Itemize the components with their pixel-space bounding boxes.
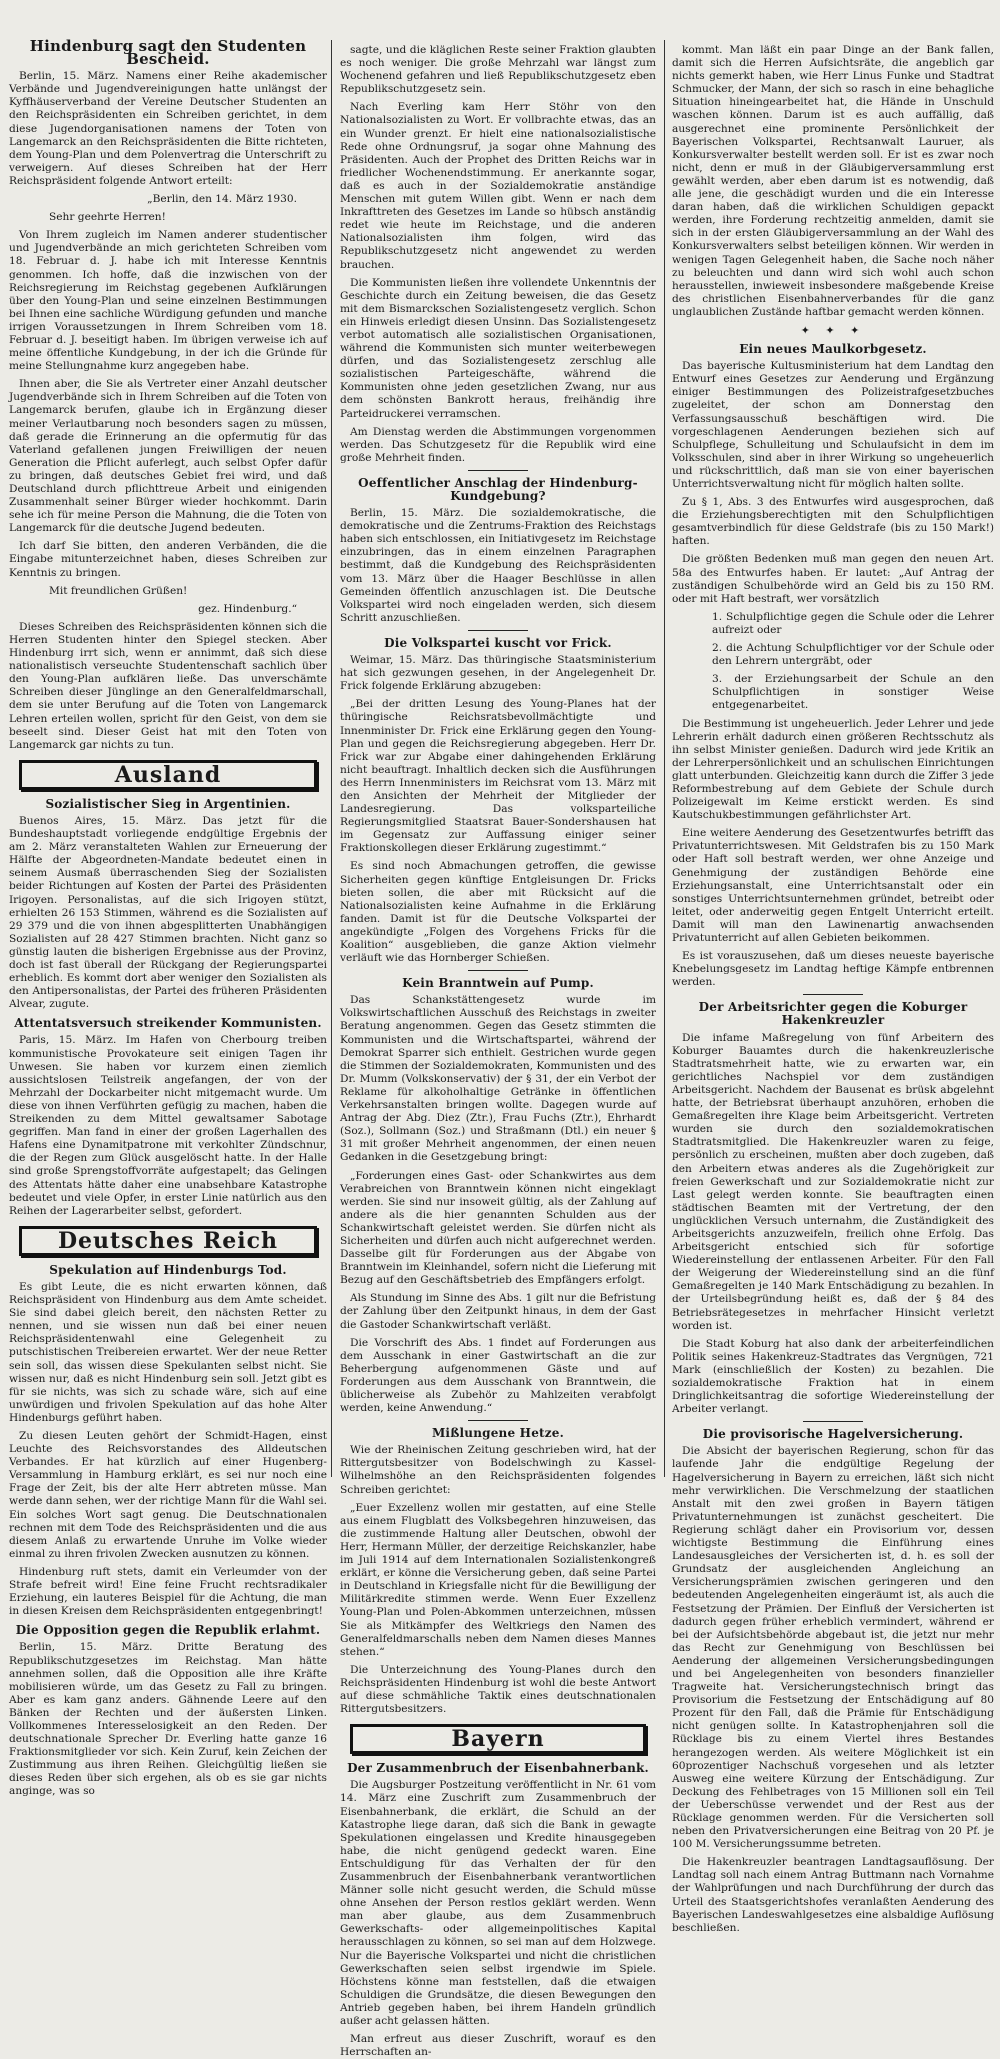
letter-salutation: Sehr geehrte Herren! <box>49 211 166 224</box>
article-paragraph: Von Ihrem zugleich im Namen anderer studentischer und Jugendverbände an mich gerichteten Schreiben vom 18. Februar d. J. habe ich mit Interesse Kenntnis genommen. Ich hoffe, daß die inzwischen von der Reichsregierung im Reichstag gegebenen Aufklärungen über den Young-Plan und seine einzelnen Bestimmungen bei Ihnen eine sachliche Würdigung gefunden und manche irrigen Voraussetzungen in Ihrem Schreiben vom 18. Februar d. J. beseitigt haben. Im übrigen verweise ich auf meine öffentliche Kundgebung, in der ich die Gründe für meine Stellungnahme kurz angegeben habe. <box>9 229 327 373</box>
article-paragraph: Zu § 1, Abs. 3 des Entwurfes wird ausgesprochen, daß die Erziehungsberechtigten mit den Schulpflichtigen gesamtverbindlich für diese Geldstrafe (bis zu 150 Mark!) haften. <box>672 496 994 548</box>
article-paragraph: Weimar, 15. März. Das thüringische Staatsministerium hat sich gezwungen gesehen, in der Angelegenheit Dr. Frick folgende Erklärung abzugeben: <box>340 654 656 693</box>
article-paragraph: Paris, 15. März. Im Hafen von Cherbourg treiben kommunistische Provokateure seit einigen Tagen ihr Unwesen. Sie haben vor kurzem einen ziemlich aussichtslosen Teilstreik angefangen, der von der Mehrzahl der Dockarbeiter nicht mitgemacht wurde. Um diese von ihnen Verführten gefügig zu machen, haben die Streikenden zu dem Mittel gewaltsamer Sabotage gegriffen. Man fand in einer der großen Lagerhallen des Hafens eine Dynamitpatrone mit verkohlter Zündschnur, die der Regen zum Glück ausgelöscht hatte. In der Halle sind große Sprengstoffvorräte aufgestapelt; das Gelingen des Attentats hätte daher eine unabsehbare Katastrophe bedeutet und viele Opfer, in erster Linie natürlich aus den Reihen der Lagerarbeiter selbst, gefordert. <box>9 1034 327 1217</box>
headline-attentat: Attentatsversuch streikender Kommunisten. <box>14 1016 322 1031</box>
article-paragraph: Berlin, 15. März. Namens einer Reihe akademischer Verbände und Jugendvereinigungen hatte unlängst der Kyffhäuserverband der Vereine Deutscher Studenten an den Reichspräsidenten ein Schreiben gerichtet, in dem diese Jugendorganisationen namens der Toten von Langemarck an den Reichspräsidenten die Bitte richteten, dem Young-Plan und dem Polenvertrag die Unterschrift zu verweigern. Auf dieses Schreiben hat der Herr Reichspräsident folgende Antwort erteilt: <box>9 70 327 187</box>
headline-maulkorb: Ein neues Maulkorbgesetz. <box>739 342 927 357</box>
article-paragraph: Wie der Rheinischen Zeitung geschrieben wird, hat der Rittergutsbesitzer von Bodelschwingh zu Kassel-Wilhelmshöhe an den Reichspräsidenten folgendes Schreiben gerichtet: <box>340 1444 656 1496</box>
column-2 <box>340 44 656 2059</box>
headline-hindenburg: Hindenburg sagt den Studenten Bescheid. <box>29 37 307 69</box>
article-paragraph: Berlin, 15. März. Dritte Beratung des Republikschutzgesetzes im Reichstag. Man hätte annehmen sollen, daß die Opposition alle ihre Kräfte mobilisieren würde, um das Gesetz zu Fall zu bringen. Aber es kam ganz anders. Gähnende Leere auf den Bänken der Rechten und der äußersten Linken. Vollkommenes Interesselosigkeit an den Reden. Der deutschnationale Sprecher Dr. Everling hatte ganze 16 Fraktionsmitglieder vor sich. Kein Zuruf, kein Zeichen der Zustimmung aus ihren Reihen. Gleichgültig ließen sie dieses Reden über sich ergehen, als ob es sie gar nichts anginge, was so <box>9 1641 327 1798</box>
article-paragraph: Die Stadt Koburg hat also dank der arbeiterfeindlichen Politik seines Hakenkreuz-Stadtrates das Vergnügen, 721 Mark (einschließlich der Kosten) zu bezahlen. Die sozialdemokratische Fraktion hat in einem Dringlichkeitsantrag die sofortige Wiedereinstellung der Arbeiter verlangt. <box>672 1337 994 1416</box>
article-paragraph: Ihnen aber, die Sie als Vertreter einer Anzahl deutscher Jugendverbände sich in Ihrem Schreiben auf die Toten von Langemarck berufen, glaube ich in Ergänzung dieser meiner Verlautbarung noch besonders sagen zu müssen, daß gerade die Erinnerung an die opfermutig für das Vaterland gefallenen jungen Freiwilligen der neuen Generation die Pflicht auferlegt, auch selbst Opfer dafür zu bringen, daß deutsches Gebiet frei wird, und daß Deutschland durch pflichttreue Arbeit und einigenden Zusammenhalt seiner Bürger wieder hochkommt. Darin sehe ich für meine Person die Mahnung, die die Toten von Langemarck für die deutsche Jugend bedeuten. <box>9 378 327 535</box>
divider <box>468 970 528 971</box>
article-paragraph: Nach Everling kam Herr Stöhr von den Nationalsozialisten zu Wort. Er vollbrachte etwas, das an ein Wunder grenzt. Er hielt eine nationalsozialistische Rede ohne Ordnungsruf, ja sogar ohne Mahnung des Präsidenten. Auch der Prophet des Dritten Reichs war in friedlicher Wochenendstimmung. Er anerkannte sogar, daß es auch in der Sozialdemokratie anständige Menschen mit gutem Willen gibt. Wenn er nach dem Inkrafttreten des Gesetzes im Lande so hübsch anständig redet wie heute im Reichstage, und die anderen Nationalsozialisten ihm folgen, wird das Republikschutzgesetz nicht angewendet zu werden brauchen. <box>340 101 656 271</box>
article-paragraph: Hindenburg ruft stets, damit ein Verleumder von der Strafe befreit wird! Eine feine Frucht rechtsradikaler Erziehung, ein lauteres Beispiel für die Achtung, die man in diesen Kreisen dem Reichspräsidenten entgegenbringt! <box>9 1565 327 1618</box>
article-paragraph: Es sind noch Abmachungen getroffen, die gewisse Sicherheiten gegen künftige Entgleisungen Dr. Fricks bieten sollen, die aber mit Rücksicht auf die Nationalsozialisten keine Aufnahme in die Erklärung fanden. Damit ist für die Deutsche Volkspartei der angekündigte „Folgen des Vorgehens Fricks für die Koalition“ ausgeblieben, die ganze Aktion vielmehr verläuft wie das Hornberger Schießen. <box>340 860 656 965</box>
article-paragraph: Als Stundung im Sinne des Abs. 1 gilt nur die Befristung der Zahlung über den Zeitpunkt hinaus, in dem der Gast die Gastoder Schankwirtschaft verläßt. <box>340 1292 656 1331</box>
list-item: 2. die Achtung Schulpflichtiger vor der Schule oder den Lehrern untergräbt, oder <box>712 642 994 668</box>
column-3 <box>672 44 994 1934</box>
letter-signature: gez. Hindenburg.“ <box>198 602 297 615</box>
headline-hagel: Die provisorische Hagelversicherung. <box>702 1427 964 1442</box>
headline-eisenbahnerbank: Der Zusammenbruch der Eisenbahnerbank. <box>347 1761 649 1776</box>
divider <box>803 994 863 995</box>
article-paragraph: kommt. Man läßt ein paar Dinge an der Bank fallen, damit sich die Herren Aufsichtsräte, die angeblich gar nichts gemerkt haben, wie Herr Linus Funke und Stadtrat Schmucker, der Mann, der sich so rasch in eine behagliche Situation hineingearbeitet hat, die Hände in Unschuld waschen können. Darum ist es auch auffällig, daß ausgerechnet eine prominente Persönlichkeit der Bayerischen Volkspartei, Rechtsanwalt Lauruer, als Konkursverwalter bestellt werden soll. Er ist es zwar noch nicht, denn er muß in der Gläubigerversammlung erst gewählt werden, aber eben darum ist es notwendig, daß alle jene, die geschädigt wurden und die ein Interesse daran haben, daß die wirklichen Schuldigen gepackt werden, ihre Forderung rechtzeitig anmelden, damit sie sich in der ersten Gläubigerversammlung an der Wahl des Konkursverwalters selbst beteiligen können. Wir werden in wenigen Tagen Gelegenheit haben, die Sache noch näher zu beleuchten und dann wird sich wohl auch schon herausstellen, inwieweit insbesondere maßgebende Kreise des christlichen Eisenbahnerverbandes für die ganz unglaublichen Zustände haftbar gemacht werden können. <box>672 44 994 318</box>
headline-volkspartei: Die Volkspartei kuscht vor Frick. <box>384 635 612 650</box>
column-rule <box>331 40 332 1477</box>
article-paragraph: Die Absicht der bayerischen Regierung, schon für das laufende Jahr die endgültige Regelung der Hagelversicherung in Bayern zu erreichen, läßt sich nicht mehr verwirklichen. Die Verschmelzung der staatlichen Anstalt mit den zwei großen in Bayern tätigen Privatunternehmungen ist zunächst gescheitert. Die Regierung schlägt daher ein Provisorium vor, dessen wichtigste Bestimmung die Einführung eines Landesausgleiches der Versicherten ist, d. h. es soll der Grundsatz der ausgleichenden Angleichung an Versicherungsprämien zwischen geringeren und den bedeutenden Angelegenheiten eingeräumt ist, als auch die Festsetzung der Prämien. Der Einfluß der Versicherten ist dadurch gegen früher erheblich vermindert, während er bei der Aufsichtsbehörde abgebaut ist, die jetzt nur mehr das Recht zur Genehmigung von Beschlüssen bei Aenderung der allgemeinen Versicherungsbedingungen und bei Angelegenheiten von besonders finanzieller Tragweite hat. Versicherungstechnisch bringt das Provisorium die Festsetzung der Entschädigung auf 80 Prozent für den Fall, daß die Prämie für Entschädigung nicht genügen sollte. In Katastrophenjahren soll die Rücklage bis zu einem Viertel ihres Bestandes herangezogen werden. Als weitere Möglichkeit ist ein 60prozentiger Nachschuß vorgesehen und als letzter Ausweg eine weitere Kürzung der Entschädigung. Zur Deckung des Fehlbetrages von 15 Millionen soll ein Teil der Ueberschüsse verwendet und der Rest aus der Rücklage genommen werden. Für die Versicherten soll neben den Privatversicherungen eine Beitrag von 20 Pf. je 100 M. Versicherungssumme betreten. <box>672 1445 994 1851</box>
list-item: 3. der Erziehungsarbeit der Schule an den Schulpflichtigen in sonstiger Weise entgegenarbeitet. <box>712 673 994 712</box>
headline-opposition: Die Opposition gegen die Republik erlahmt. <box>15 1623 321 1638</box>
column-1 <box>9 37 327 1798</box>
article-paragraph: Am Dienstag werden die Abstimmungen vorgenommen werden. Das Schutzgesetz für die Republik wird eine große Mehrheit finden. <box>340 425 656 464</box>
letter-closing: Mit freundlichen Grüßen! <box>49 584 188 597</box>
article-paragraph: sagte, und die kläglichen Reste seiner Fraktion glaubten es noch weniger. Die große Mehrzahl war längst zum Wochenend gefahren und ließ Republikschutzgesetz eben Republikschutzgesetz sein. <box>340 44 656 96</box>
headline-argentinien: Sozialistischer Sieg in Argentinien. <box>45 796 291 811</box>
headline-koburg: Der Arbeitsrichter gegen die Koburger Hakenkreuzler <box>698 1000 968 1028</box>
article-paragraph: Die infame Maßregelung von fünf Arbeitern des Koburger Bauamtes durch die hakenkreuzlerische Stadtratsmehrheit hatte, wie zu erwarten war, ein gerichtliches Nachspiel vor dem zuständigen Arbeitsgericht. Nachdem der Bausenat es brüsk abgelehnt hatte, der Betriebsrat überhaupt anzuhören, erhoben die Gemaßregelten ihre Klage beim Arbeitsgericht. Vertreten wurden sie durch den sozialdemokratischen Stadtratsmitglied. Die Hakenkreuzler waren zu feige, persönlich zu erscheinen, mußten aber doch zugeben, daß den Arbeitern etwas anderes als die Zugehörigkeit zur freien Gewerkschaft und zur Sozialdemokratie nicht zur Last gelegt werden konnte. Sie beauftragten einen städtischen Beamten mit der Vertretung, der den unglücklichen Versuch unternahm, die Zuständigkeit des Arbeitsgerichts anzuzweifeln, freilich ohne Erfolg. Das Arbeitsgericht entschied sich für sofortige Wiedereinstellung der entlassenen Arbeiter. Für den Fall der Weigerung der Wiedereinstellung sind an die fünf Gemaßregelten je 140 Mark Entschädigung zu bezahlen. In der Urteilsbegründung heißt es, daß der § 84 des Betriebsrätegesetzes in mehrfacher Hinsicht verletzt worden ist. <box>672 1031 994 1332</box>
article-paragraph: „Bei der dritten Lesung des Young-Planes hat der thüringische Reichsratsbevollmächtigte und Innenminister Dr. Frick eine Erklärung gegen den Young-Plan und gegen die Reichsregierung abgegeben. Herr Dr. Frick war zur Abgabe einer dahingehenden Erklärung nicht beauftragt. Inhaltlich decken sich die Ausführungen des Herrn Innenministers im Reichsrat vom 13. März mit den Ansichten der Mehrheit der Mitglieder der Landesregierung. Das volksparteiliche Regierungsmitglied Staatsrat Bauer-Sondershausen hat im Gegensatz zur Auffassung einiger seiner Fraktionskollegen dieser Erklärung zugestimmt.“ <box>340 698 656 855</box>
divider <box>803 1421 863 1422</box>
article-paragraph: Das bayerische Kultusministerium hat dem Landtag den Entwurf eines Gesetzes zur Aenderung und Ergänzung einiger Bestimmungen des Polizeistrafgesetzbuches zugeleitet, der schon am Donnerstag den Verfassungsausschuß beschäftigen wird. Die vorgeschlagenen Aenderungen beziehen sich auf Schulpflege, Schulleitung und Schulaufsicht in dem im Volksschulen, sind aber in ihrer Wirkung so ungeheuerlich und rückschrittlich, daß man sie von einer bayerischen Unterrichtsverwaltung nicht für möglich halten sollte. <box>672 360 994 490</box>
divider <box>468 630 528 631</box>
article-paragraph: Die größten Bedenken muß man gegen den neuen Art. 58a des Entwurfes haben. Er lautet: „Auf Antrag der zuständigen Schulbehörde wird an Geld bis zu 150 RM. oder mit Haft bestraft, wer vorsätzlich <box>672 553 994 605</box>
article-paragraph: Die Bestimmung ist ungeheuerlich. Jeder Lehrer und jede Lehrerin erhält dadurch einen größeren Rechtsschutz als ihn selbst Minister genießen. Dadurch wird jede Kritik an der Lehrerpersönlichkeit und an schulischen Einrichtungen glatt unterbunden. Gleichzeitig kann durch die Ziffer 3 jede Reformbestrebung auf dem Gebiete der Schule durch Polizeigewalt im Keime erstickt werden. Es sind Kautschukbestimmungen gefährlichster Art. <box>672 717 994 822</box>
article-paragraph: Berlin, 15. März. Die sozialdemokratische, die demokratische und die Zentrums-Fraktion des Reichstags haben sich entschlossen, ein Initiativgesetz im Reichstage einzubringen, das in einem einzelnen Paragraphen bestimmt, daß die Kundgebung des Reichspräsidenten vom 13. März über die Haager Beschlüsse in allen Gemeinden öffentlich anzuschlagen ist. Die Deutsche Volkspartei wird noch eingeladen werden, sich diesem Schritt anzuschließen. <box>340 507 656 624</box>
article-paragraph: Man erfreut aus dieser Zuschrift, worauf es den Herrschaften an- <box>340 2033 656 2059</box>
article-paragraph: Zu diesen Leuten gehört der Schmidt-Hagen, einst Leuchte des Reichsvorstandes des Alldeutschen Verbandes. Er hat kürzlich auf einer Hugenberg-Versammlung in Hamburg erklärt, es sei nur noch eine Frage der Zeit, bis der alte Herr abtreten müsse. Man werde dann sehen, wer der richtige Mann für die Wahl sei. Ein solches Wort sagt genug. Die Deutschnationalen rechnen mit dem Tode des Reichspräsidenten und die aus diesem Anlaß zu erwartende Unruhe im Volke wieder einmal zu ihren frivolen Zwecken ausnutzen zu können. <box>9 1430 327 1560</box>
article-paragraph: Die Kommunisten ließen ihre vollendete Unkenntnis der Geschichte durch ein Zeitung beweisen, die das Gesetz mit dem Bismarckschen Sozialistengesetz verglich. Schon ein Hinweis erledigt diesen Unsinn. Das Sozialistengesetz verbot automatisch alle sozialistischen Organisationen, während die Kommunisten sich munter weiterbewegen dürfen, und das Sozialistengesetz zerschlug alle sozialistischen Parteigeschäfte, während die Kommunisten ohne jeden gesetzlichen Zwang, nur aus dem schönsten Bankrott heraus, freihändig ihre Parteidruckerei verramschen. <box>340 276 656 420</box>
article-paragraph: Die Unterzeichnung des Young-Planes durch den Reichspräsidenten Hindenburg ist wohl die beste Antwort auf diese schmähliche Taktik eines deutschnationalen Rittergutsbesitzers. <box>340 1663 656 1716</box>
headline-branntwein: Kein Branntwein auf Pump. <box>402 976 594 991</box>
article-paragraph: „Forderungen eines Gast- oder Schankwirtes aus dem Verabreichen von Branntwein können nicht eingeklagt werden. Sie sind nur insoweit gültig, als der Zahlung auf andere als die hier genannten Schulden aus der Schankwirtschaft geleistet werden. Sie dürfen nicht als Sicherheiten und dürfen auch nicht aufgerechnet werden. Dasselbe gilt für Forderungen aus der Abgabe von Branntwein im Kleinhandel, sofern nicht die Lieferung mit Bezug auf den Geschäftsbetrieb des Empfängers erfolgt. <box>340 1169 656 1287</box>
article-paragraph: Es gibt Leute, die es nicht erwarten können, daß Reichspräsident von Hindenburg aus dem Amte scheidet. Sie sind dabei gleich bereit, den nächsten Retter zu nennen, und sie wissen nun daß bei einer neuen Reichspräsidentenwahl eine Gelegenheit zu putschistischen Treibereien erwartet. Wer der neue Retter sein soll, das wissen diese Spekulanten selbst nicht. Sie wissen nur, daß es nicht Hindenburg sein soll. Jetzt gibt es für sie nichts, was sich zu schade wäre, sich auf eine unwürdigen und frivolen Spekulation auf das hohe Alter Hindenburgs geführt haben. <box>9 1280 327 1424</box>
article-paragraph: „Euer Exzellenz wollen mir gestatten, auf eine Stelle aus einem Flugblatt des Volksbegehren hinzuweisen, das die zustimmende Haltung aller Deutschen, obwohl der Herr, Hermann Müller, der derzeitige Reichskanzler, habe im Juli 1914 auf dem Internationalen Sozialistenkongreß erklärt, er könne die Versicherung geben, daß seine Partei in Deutschland in Kriegsfalle nicht für die Bewilligung der Militärkredite stimmen werde. Wenn Euer Exzellenz Young-Plan und Polen-Abkommen unterzeichnen, müssen Sie als Mitkämpfer des Weltkriegs den Namen des Generalfeldmarschalls neben dem Namen dieses Mannes stehen.“ <box>340 1501 656 1658</box>
article-paragraph: Dieses Schreiben des Reichspräsidenten können sich die Herren Studenten hinter den Spiegel stecken. Aber Hindenburg irrt sich, wenn er annimmt, daß sich diese nationalistisch verseuchte Studentenschaft sachlich über den Young-Plan aufklären ließe. Das unverschämte Schreiben dieser Jünglinge an den Generalfeldmarschall, dem sie unter Berufung auf die Toten von Langemarck Lehren erteilen wollen, spricht für den Geist, von dem sie beseelt sind. Dieser Geist hat mit den Toten von Langemarck gar nichts zu tun. <box>9 620 327 751</box>
section-ausland: Ausland <box>19 760 317 790</box>
ornament-divider: ✦ ✦ ✦ <box>800 323 866 337</box>
article-paragraph: Buenos Aires, 15. März. Das jetzt für die Bundeshauptstadt vorliegende endgültige Ergebnis der am 2. März veranstalteten Wahlen zur Erneuerung der Hälfte der Abgeordneten-Mandate bedeutet einen in seinem Ausmaß überraschenden Sieg der Sozialisten beider Richtungen auf Kosten der Partei des Präsidenten Irigoyen. Personalistas, auf die sich Irigoyen stützt, erhielten 26 153 Stimmen, während es die Sozialisten auf 29 379 und die von ihnen abgesplitterten Unabhängigen Sozialisten auf 28 427 Stimmen brachten. Nicht ganz so günstig lauten die bisherigen Ergebnisse aus der Provinz, doch ist fast überall der Rückgang der Regierungspartei erheblich. Es kommt dort aber weniger den Sozialisten als den Antipersonalistas, der Partei des früheren Präsidenten Alvear, zugute. <box>9 814 327 1011</box>
headline-hetze: Mißlungene Hetze. <box>431 1426 565 1441</box>
list-item: 1. Schulpflichtige gegen die Schule oder die Lehrer aufreizt oder <box>712 610 994 636</box>
divider <box>468 1420 528 1421</box>
headline-anschlag: Oeffentlicher Anschlag der Hindenburg-Kundgebung? <box>358 475 638 503</box>
article-paragraph: Ich darf Sie bitten, den anderen Verbänden, die die Eingabe mitunterzeichnet haben, dieses Schreiben zur Kenntnis zu bringen. <box>9 540 327 579</box>
article-paragraph: Die Hakenkreuzler beantragen Landtagsauflösung. Der Landtag soll nach einem Antrag Buttmann nach Vornahme der Wahlprüfungen und nach Durchführung der durch das Urteil des Staatsgerichtshofes veranlaßten Aenderung des Bayerischen Landeswahlgesetzes eine alsbaldige Auflösung beschließen. <box>672 1856 994 1934</box>
article-paragraph: Es ist vorauszusehen, daß um dieses neueste bayerische Knebelungsgesetz im Landtag heftige Kämpfe entbrennen werden. <box>672 950 994 989</box>
article-paragraph: Das Schankstättengesetz wurde im Volkswirtschaftlichen Ausschuß des Reichstags in zweiter Beratung angenommen. Gegen das Gesetz stimmten die Kommunisten und die Wirtschaftspartei, während der Demokrat Sparrer sich enthielt. Gestrichen wurde gegen die Stimmen der Sozialdemokraten, Kommunisten und des Dr. Mumm (Volkskonservativ) der § 31, der ein Verbot der Reklame für alkoholhaltige Getränke in öffentlichen Verkehrsanstalten bringen wollte. Dagegen wurde auf Antrag der Abg. Diez (Ztr.), Frau Fuchs (Ztr.), Ehrhardt (Soz.), Sollmann (Soz.) und Straßmann (Dtl.) ein neuer § 31 mit großer Mehrheit angenommen, der einen neuen Gedanken in die Gesetzgebung bringt: <box>340 994 656 1164</box>
section-bayern: Bayern <box>350 1724 646 1754</box>
column-rule <box>664 40 665 1477</box>
letter-date: „Berlin, den 14. März 1930. <box>147 193 297 206</box>
article-paragraph: Die Vorschrift des Abs. 1 findet auf Forderungen aus dem Ausschank in einer Gastwirtschaft an die zur Beherbergung aufgenommenen Gäste und auf Forderungen aus dem Ausschank von Branntwein, die üblicherweise als Zubehör zu Mahlzeiten verabfolgt werden, keine Anwendung.“ <box>340 1336 656 1415</box>
headline-spekulation: Spekulation auf Hindenburgs Tod. <box>49 1262 287 1277</box>
divider <box>468 470 528 471</box>
section-deutsches-reich: Deutsches Reich <box>19 1226 317 1256</box>
article-paragraph: Die Augsburger Postzeitung veröffentlicht in Nr. 61 vom 14. März eine Zuschrift zum Zusammenbruch der Eisenbahnerbank, die erklärt, die Schuld an der Katastrophe liege daran, daß sich die Bank in gewagte Spekulationen eingelassen und Kredite hinausgegeben habe, die nicht genügend gedeckt waren. Eine Entschuldigung für das Verhalten der für den Zusammenbruch der Eisenbahnerbank verantwortlichen Männer solle nicht gesucht werden, die Schuld müsse ohne Ansehen der Person restlos geklärt werden. Wenn man aber glaube, aus dem Zusammenbruch Gewerkschafts- oder allgemeinpolitisches Kapital herausschlagen zu können, so sei man auf dem Holzwege. Nur die Bayerische Volkspartei und nicht die christlichen Gewerkschaften seien selbst irgendwie im Spiele. Höchstens könne man feststellen, daß die etwaigen Schuldigen die Grundsätze, die diesen Bewegungen den Antrieb gegeben haben, bei ihrem Handeln gründlich außer acht gelassen hätten. <box>340 1779 656 2028</box>
article-paragraph: Eine weitere Aenderung des Gesetzentwurfes betrifft das Privatunterrichtswesen. Mit Geldstrafen bis zu 150 Mark oder Haft soll bestraft werden, wer ohne Anzeige und Genehmigung der zuständigen Behörde eine Erziehungsanstalt, eine Unterrichtsanstalt oder ein sonstiges Unterrichtsunternehmen gründet, betreibt oder leitet, oder anderweitig gegen Entgelt Unterricht erteilt. Damit will man den Lawinenartig anwachsenden Privatunterricht auf allen Gebieten beikommen. <box>672 827 994 944</box>
